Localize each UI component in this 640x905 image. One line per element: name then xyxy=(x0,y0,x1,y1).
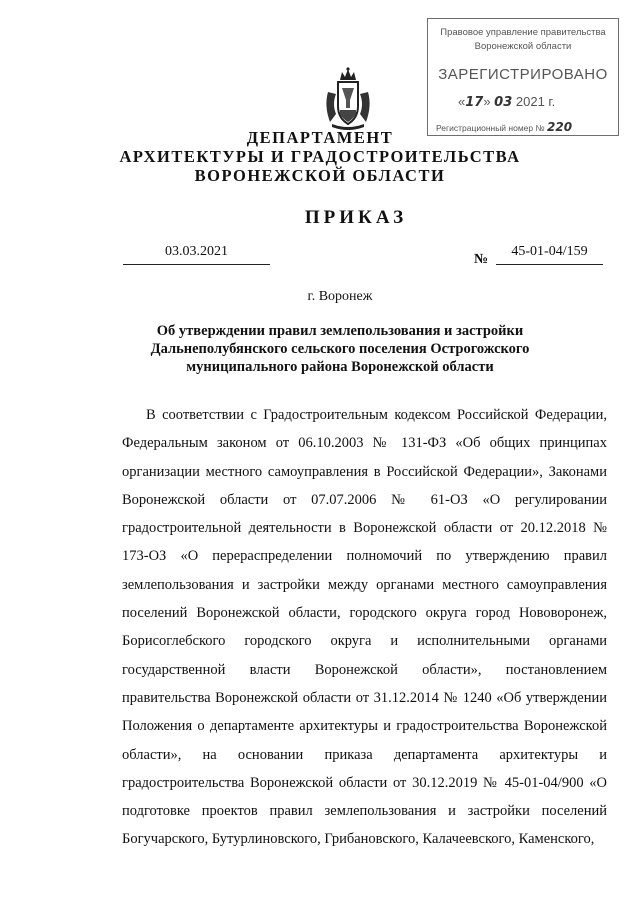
date-underline xyxy=(123,264,270,265)
order-number: 45-01-04/159 xyxy=(511,244,588,259)
stamp-registered: ЗАРЕГИСТРИРОВАНО xyxy=(438,66,608,83)
title-line-2: Дальнеполубянского сельского поселения Острогожского xyxy=(150,341,530,357)
registration-stamp xyxy=(427,18,619,136)
body-paragraph: В соответствии с Градостроительным кодексом Российской Федерации, Федеральным законом от 06.10.2003 № 131-ФЗ «Об общих принципах организации местного самоуправления в Российской Федерации», Законами Воронежской области от 07.07.2006 № 61-ОЗ «О регулировании градостроительной деятельности в Воронежской области от 20.12.2018 № 173-ОЗ «О перераспределении полномочий по утверждению правил землепользования и застройки между органами местного самоуправления поселений Воронежской области, городского округа город Нововоронеж, Борисоглебского городского округа и исполнительными органами государственной власти Воронежской области», постановлением правительства Воронежской области от 31.12.2014 № 1240 «Об утверждении Положения о департаменте архитектуры и градостроительства Воронежской области», на основании приказа департамента архитектуры и градостроительства Воронежской области от 30.12.2019 № 45-01-04/900 «О подготовке проектов правил землепользования и застройки поселений Богучарского, Бутурлиновского, Грибановского, Калачеевского, Каменского, xyxy=(122,407,607,848)
department-line-2: АРХИТЕКТУРЫ И ГРАДОСТРОИТЕЛЬСТВА xyxy=(119,147,521,166)
stamp-reg-label: Регистрационный номер № xyxy=(436,123,545,133)
stamp-date: «17» 03 2021 г. xyxy=(458,94,556,110)
order-date: 03.03.2021 xyxy=(165,244,228,259)
department-line-3: ВОРОНЕЖСКОЙ ОБЛАСТИ xyxy=(194,166,446,185)
stamp-date-year: 2021 xyxy=(515,94,545,109)
number-sign: № xyxy=(474,252,489,267)
title-line-1: Об утверждении правил землепользования и застройки xyxy=(156,323,524,339)
stamp-line-authority: Правовое управление правительства xyxy=(440,27,606,38)
stamp-line-region: Воронежской области xyxy=(474,41,572,52)
stamp-reg-value: 220 xyxy=(547,120,573,134)
coat-of-arms-icon xyxy=(320,66,376,130)
document-type: ПРИКАЗ xyxy=(304,207,408,228)
department-line-1: ДЕПАРТАМЕНТ xyxy=(246,128,394,147)
city: г. Воронеж xyxy=(307,289,373,304)
number-underline xyxy=(496,264,603,265)
stamp-date-day: 17 xyxy=(465,95,484,110)
title-line-3: муниципального района Воронежской области xyxy=(186,359,494,375)
stamp-date-month: 03 xyxy=(494,95,513,110)
